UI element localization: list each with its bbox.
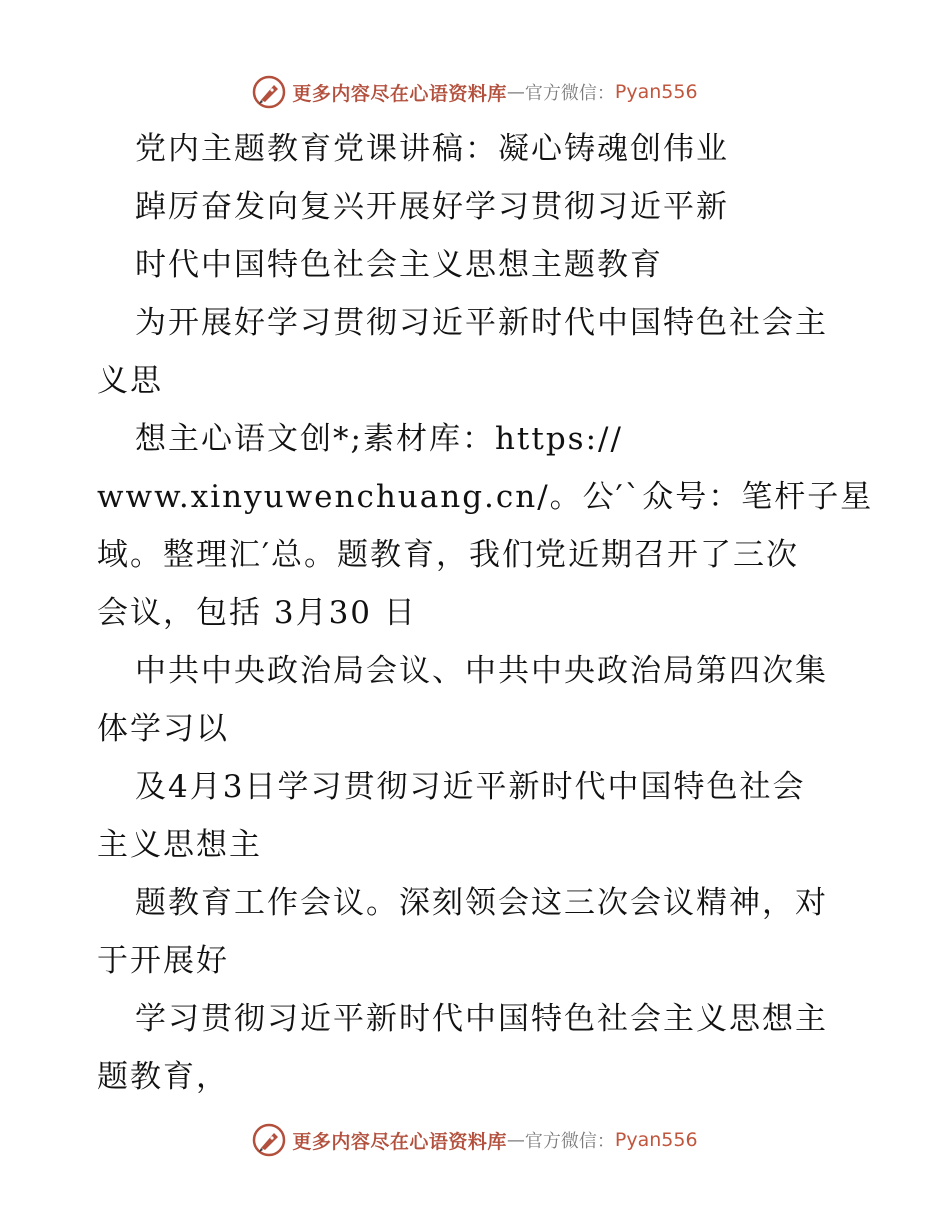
text-line: 中共中央政治局会议、中共中央政治局第四次集 <box>135 653 828 689</box>
footer-brand-text: 更多内容尽在心语资料库 <box>292 1130 507 1153</box>
text-line: 学习贯彻习近平新时代中国特色社会主义思想主 <box>135 1001 828 1037</box>
text-line: 党内主题教育党课讲稿：凝心铸魂创伟业 <box>135 131 729 167</box>
header-separator: — <box>506 81 525 103</box>
footer-banner <box>0 1120 950 1160</box>
text-line: 时代中国特色社会主义思想主题教育 <box>135 247 663 283</box>
text-line: 域。整理汇′总。题教育，我们党近期召开了三次 <box>97 537 800 573</box>
text-line: 义思 <box>97 363 163 399</box>
text-line: 及4月3日学习贯彻习近平新时代中国特色社会 <box>135 769 806 805</box>
header-brand-text: 更多内容尽在心语资料库 <box>292 82 507 105</box>
text-line: 为开展好学习贯彻习近平新时代中国特色社会主 <box>135 305 828 341</box>
text-line: 会议，包括 3月30 日 <box>97 595 417 631</box>
header-wechat-label: 官方微信： <box>524 83 615 104</box>
text-line: 题教育， <box>97 1059 229 1095</box>
document-body <box>97 120 874 1106</box>
header-wechat-id: Pyan556 <box>614 81 698 103</box>
footer-separator: — <box>506 1129 525 1151</box>
pen-nib-logo-icon <box>252 75 286 109</box>
pen-nib-logo-icon <box>252 1123 286 1157</box>
text-line: 主义思想主 <box>97 827 262 863</box>
header-banner <box>0 72 950 112</box>
text-line: 题教育工作会议。深刻领会这三次会议精神，对 <box>135 885 828 921</box>
text-line: 体学习以 <box>97 711 229 747</box>
footer-wechat-label: 官方微信： <box>524 1131 615 1152</box>
text-line: www.xinyuwenchuang.cn/。公′`众号：笔杆子星 <box>97 479 874 515</box>
footer-wechat-id: Pyan556 <box>614 1129 698 1151</box>
text-line: 想主心语文创*;素材库：https:// <box>135 421 623 457</box>
text-line: 于开展好 <box>97 943 229 979</box>
text-line: 踔厉奋发向复兴开展好学习贯彻习近平新 <box>135 189 729 225</box>
